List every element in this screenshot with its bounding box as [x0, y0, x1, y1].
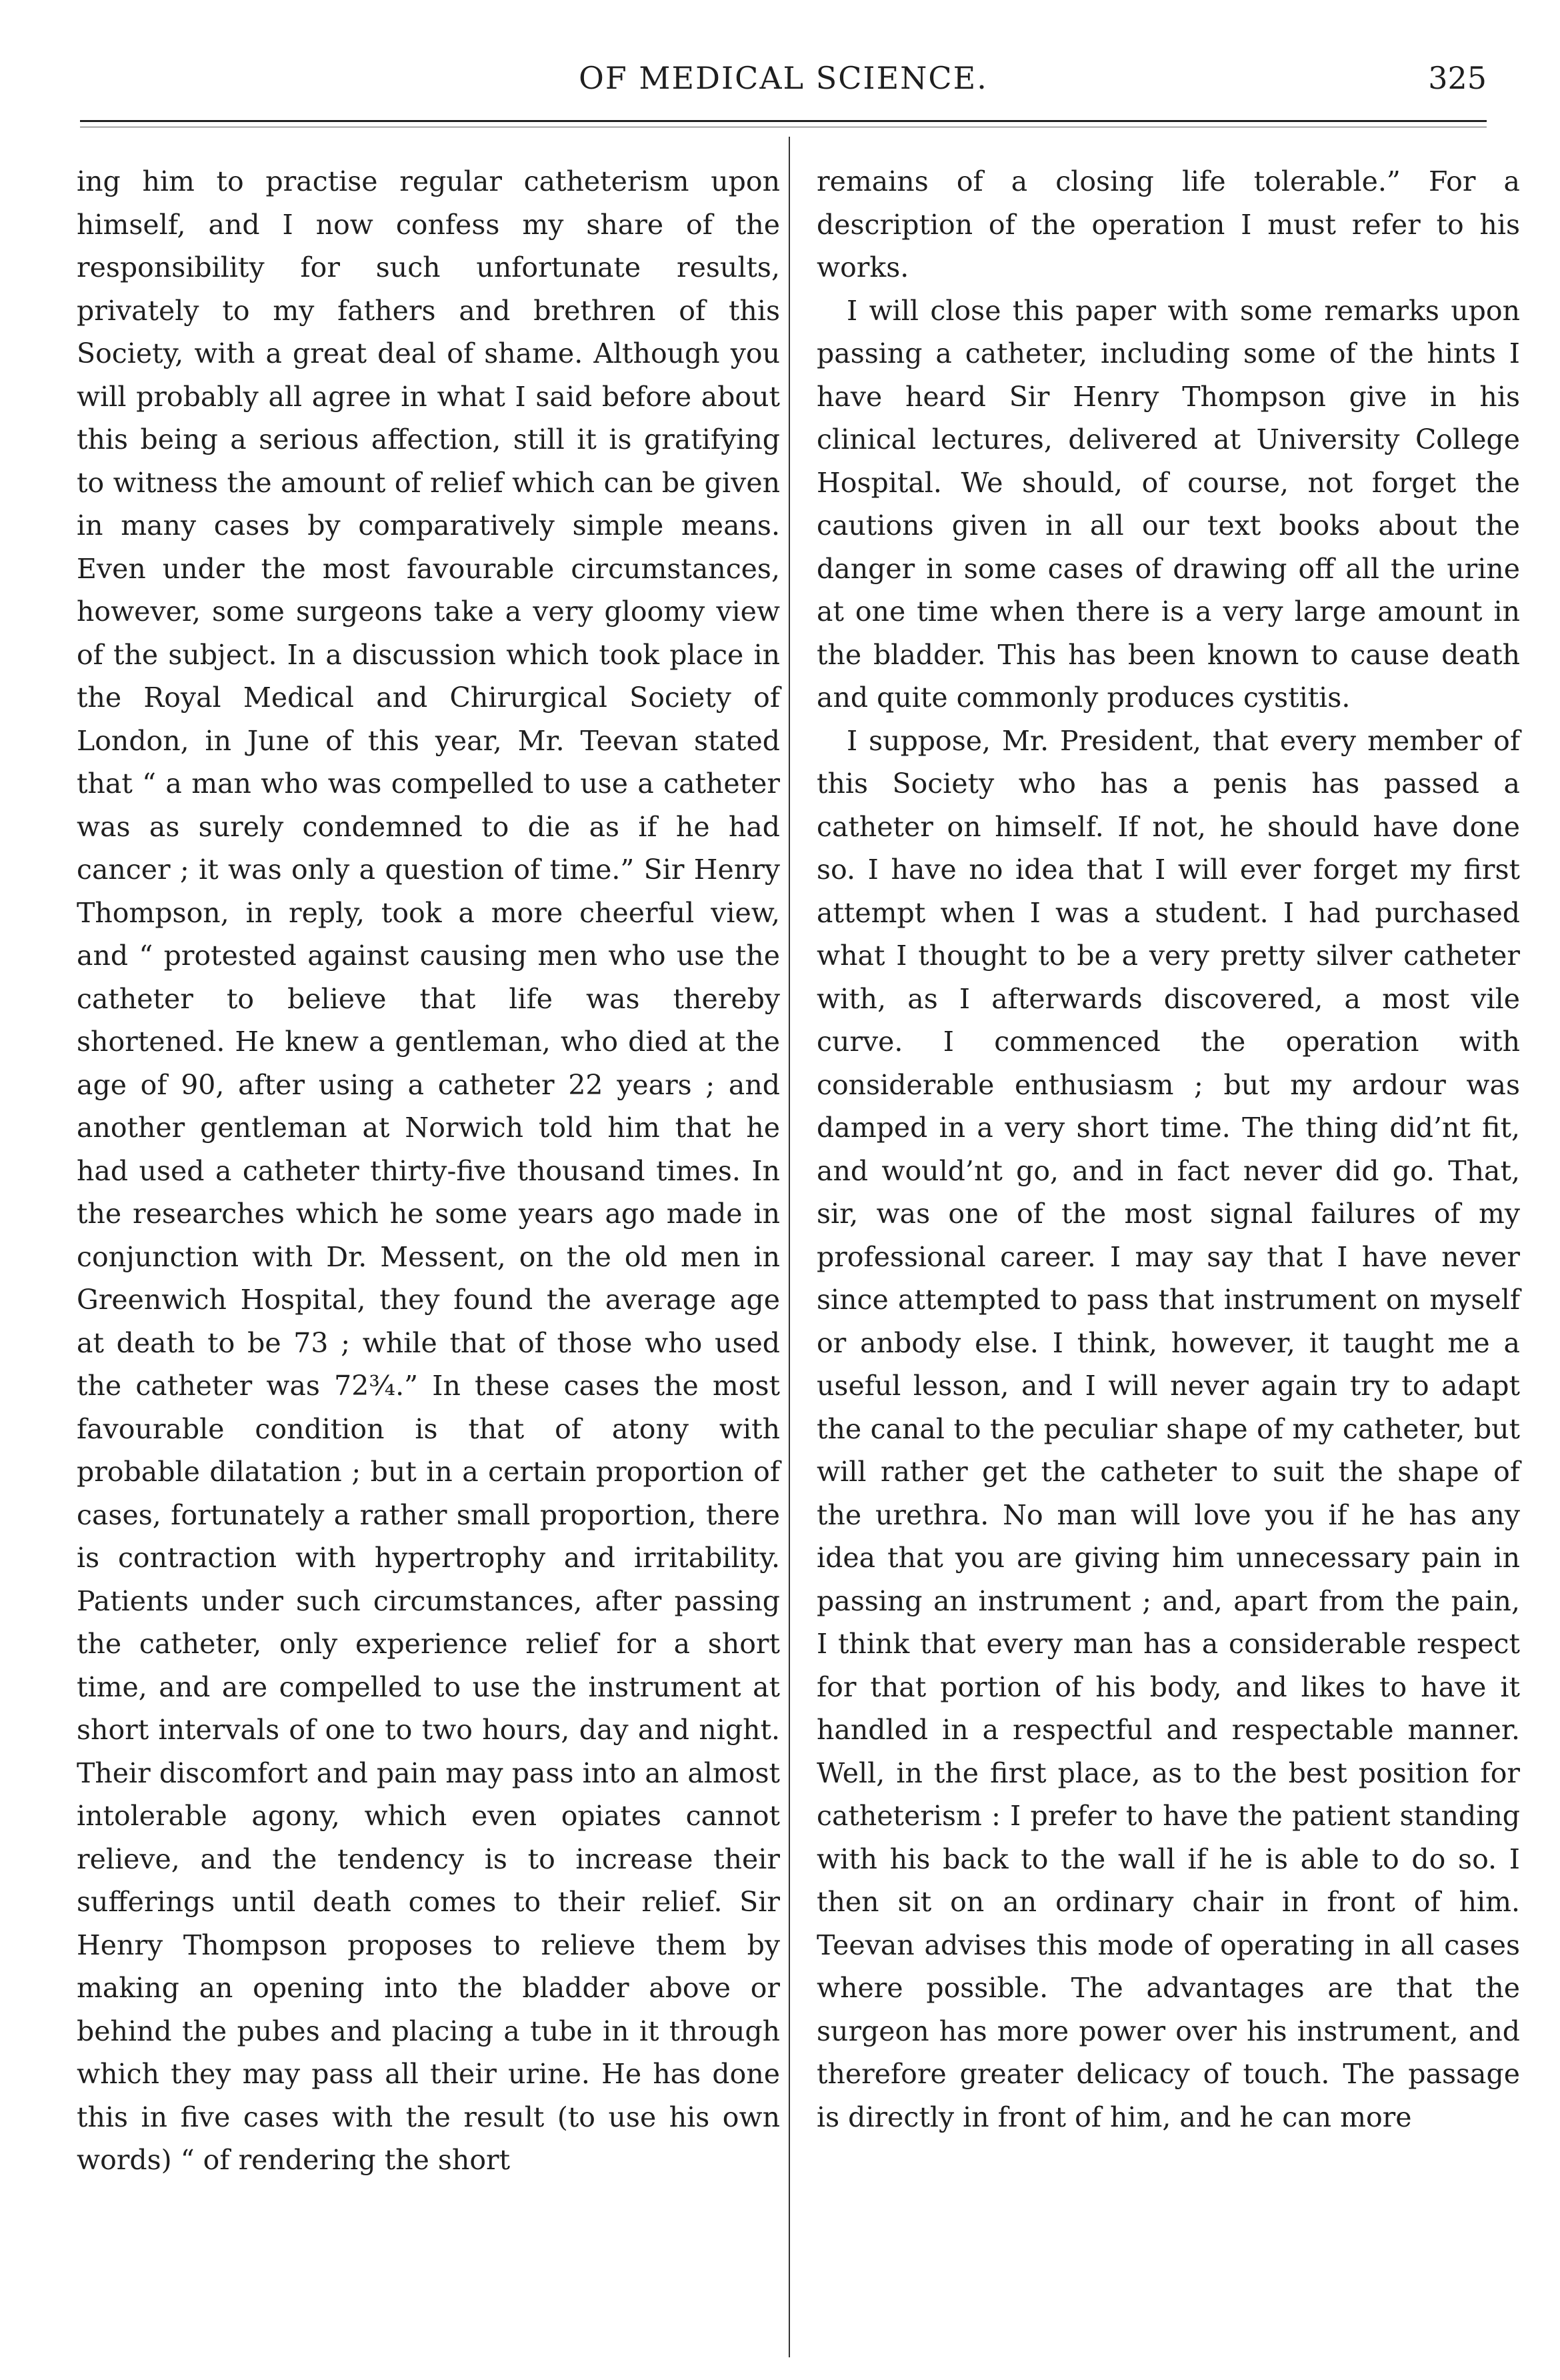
running-title: OF MEDICAL SCIENCE.: [579, 60, 988, 96]
left-paragraph-1: ing him to practise regular catheterism upon himself, and I now confess my share of the responsibility for such unfortunate results, privately to my fathers and brethren of this Society, with a great deal of shame. Although you will probably all agree in what I said before about this being a serious affection, still it is gratifying to witness the amount of relief which can be given in many cases by comparatively simple means. Even under the most favourable circumstances, however, some surgeons take a very gloomy view of the subject. In a discussion which took place in the Royal Medical and Chirurgical Society of London, in June of this year, Mr. Teevan stated that “ a man who was compelled to use a catheter was as surely condemned to die as if he had cancer ; it was only a question of time.” Sir Henry Thompson, in reply, took a more cheerful view, and “ protested against causing men who use the catheter to believe that life was thereby shortened. He knew a gentleman, who died at the age of 90, after using a catheter 22 years ; and another gentleman at Norwich told him that he had used a catheter thirty-five thousand times. In the researches which he some years ago made in conjunction with Dr. Messent, on the old men in Greenwich Hospital, they found the average age at death to be 73 ; while that of those who used the catheter was 72¾.” In these cases the most favourable condition is that of atony with probable dilatation ; but in a certain proportion of cases, fortunately a rather small proportion, there is contraction with hypertrophy and irritability. Patients under such circumstances, after passing the catheter, only experience relief for a short time, and are compelled to use the instrument at short intervals of one to two hours, day and night. Their discomfort and pain may pass into an almost intolerable agony, which even opiates cannot relieve, and the tendency is to increase their sufferings until death comes to their relief. Sir Henry Thompson proposes to relieve them by making an opening into the bladder above or behind the pubes and placing a tube in it through which they may pass all their urine. He has done this in five cases with the result (to use his own words) “ of rendering the short: [77, 165, 780, 2176]
right-paragraph-1: remains of a closing life tolerable.” For a description of the operation I must refer to his works.: [817, 165, 1520, 283]
right-paragraph-2: I will close this paper with some remarks upon passing a catheter, including some of the hints I have heard Sir Henry Thompson give in his clinical lectures, delivered at University College Hospital. We should, of course, not forget the cautions given in all our text books about the danger in some cases of drawing off all the urine at one time when there is a very large amount in the bladder. This has been known to cause death and quite commonly produces cystitis.: [817, 294, 1520, 714]
right-column: [817, 160, 1520, 2367]
header-rule: [80, 120, 1487, 122]
page-number: 325: [1428, 60, 1487, 96]
column-divider: [789, 137, 790, 2357]
page-header: [80, 60, 1487, 113]
right-paragraph-3: I suppose, Mr. President, that every member of this Society who has a penis has passed a catheter on himself. If not, he should have done so. I have no idea that I will ever forget my first attempt when I was a student. I had purchased what I thought to be a very pretty silver catheter with, as I afterwards discovered, a most vile curve. I commenced the operation with considerable enthusiasm ; but my ardour was damped in a very short time. The thing did’nt fit, and would’nt go, and in fact never did go. That, sir, was one of the most signal failures of my professional career. I may say that I have never since attempted to pass that instrument on myself or anbody else. I think, however, it taught me a useful lesson, and I will never again try to adapt the canal to the peculiar shape of my catheter, but will rather get the catheter to suit the shape of the urethra. No man will love you if he has any idea that you are giving him unnecessary pain in passing an instrument ; and, apart from the pain, I think that every man has a considerable respect for that portion of his body, and likes to have it handled in a respectful and respectable manner. Well, in the first place, as to the best position for catheterism : I prefer to have the patient standing with his back to the wall if he is able to do so. I then sit on an ordinary chair in front of him. Teevan advises this mode of operating in all cases where possible. The advantages are that the surgeon has more power over his instrument, and therefore greater delicacy of touch. The passage is directly in front of him, and he can more: [817, 724, 1520, 2133]
left-column: [77, 160, 780, 2367]
